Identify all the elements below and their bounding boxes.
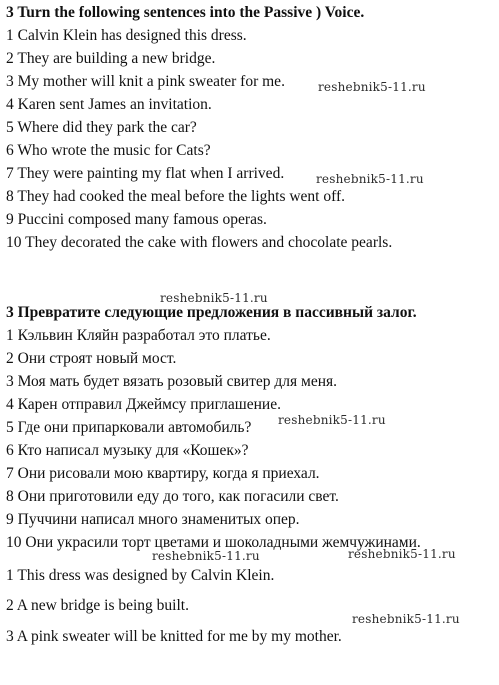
english-item-1: 1 Calvin Klein has designed this dress. xyxy=(6,27,247,44)
english-item-2: 2 They are building a new bridge. xyxy=(6,50,216,67)
russian-item-1: 1 Кэльвин Кляйн разработал это платье. xyxy=(6,327,271,344)
english-item-6: 6 Who wrote the music for Cats? xyxy=(6,142,211,159)
russian-item-8: 8 Они приготовили еду до того, как погасили свет. xyxy=(6,488,339,505)
english-item-3: 3 My mother will knit a pink sweater for me. xyxy=(6,73,285,90)
russian-item-7: 7 Они рисовали мою квартиру, когда я приехал. xyxy=(6,465,320,482)
answer-2: 2 A new bridge is being built. xyxy=(6,597,189,614)
russian-item-9: 9 Пуччини написал много знаменитых опер. xyxy=(6,511,300,528)
watermark-2: reshebnik5-11.ru xyxy=(316,172,424,186)
russian-item-5: 5 Где они припарковали автомобиль? xyxy=(6,419,252,436)
russian-item-10: 10 Они украсили торт цветами и шоколадными жемчужинами. xyxy=(6,534,421,551)
answer-1: 1 This dress was designed by Calvin Klein. xyxy=(6,567,275,584)
english-item-8: 8 They had cooked the meal before the lights went off. xyxy=(6,188,346,205)
russian-item-6: 6 Кто написал музыку для «Кошек»? xyxy=(6,442,249,459)
russian-item-4: 4 Карен отправил Джеймсу приглашение. xyxy=(6,396,281,413)
russian-item-2: 2 Они строят новый мост. xyxy=(6,350,177,367)
russian-item-3: 3 Моя мать будет вязать розовый свитер для меня. xyxy=(6,373,337,390)
answer-3: 3 A pink sweater will be knitted for me by my mother. xyxy=(6,628,342,645)
english-heading: 3 Turn the following sentences into the Passive ) Voice. xyxy=(6,4,365,21)
russian-heading: 3 Превратите следующие предложения в пассивный залог. xyxy=(6,304,417,321)
watermark-5: reshebnik5-11.ru xyxy=(152,549,260,563)
english-item-4: 4 Karen sent James an invitation. xyxy=(6,96,212,113)
english-item-10: 10 They decorated the cake with flowers and chocolate pearls. xyxy=(6,234,393,251)
english-item-5: 5 Where did they park the car? xyxy=(6,119,197,136)
watermark-1: reshebnik5-11.ru xyxy=(318,80,426,94)
watermark-6: reshebnik5-11.ru xyxy=(348,547,456,561)
watermark-4: reshebnik5-11.ru xyxy=(278,413,386,427)
watermark-7: reshebnik5-11.ru xyxy=(352,612,460,626)
english-item-7: 7 They were painting my flat when I arrived. xyxy=(6,165,285,182)
english-item-9: 9 Puccini composed many famous operas. xyxy=(6,211,267,228)
watermark-3: reshebnik5-11.ru xyxy=(160,291,268,305)
